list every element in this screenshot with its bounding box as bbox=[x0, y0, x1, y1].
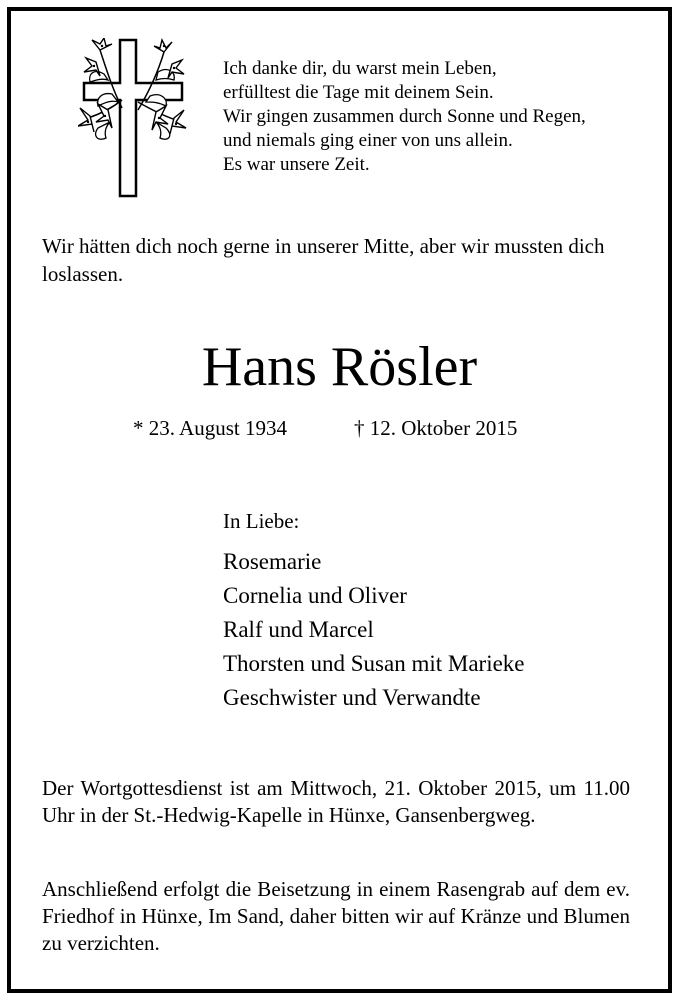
poem-line: und niemals ging einer von uns allein. bbox=[223, 130, 513, 151]
mourner-name: Geschwister und Verwandte bbox=[223, 685, 481, 710]
intro-text: Wir hätten dich noch gerne in unserer Mitte, aber wir mussten dich loslassen. bbox=[42, 234, 605, 286]
birth-date: * 23. August 1934 bbox=[133, 416, 288, 440]
poem-line: erfülltest die Tage mit deinem Sein. bbox=[223, 82, 494, 103]
poem-line: Es war unsere Zeit. bbox=[223, 154, 370, 175]
poem-line: Wir gingen zusammen durch Sonne und Regen, bbox=[223, 106, 586, 127]
deceased-name: Hans Rösler bbox=[201, 336, 478, 398]
mourner-name: Cornelia und Oliver bbox=[223, 583, 407, 608]
cross-with-lilies-icon bbox=[78, 38, 188, 198]
mourners-list bbox=[223, 545, 525, 715]
mourners-label: In Liebe: bbox=[223, 509, 300, 533]
poem bbox=[223, 57, 586, 177]
service-details: Der Wortgottesdienst ist am Mittwoch, 21. Oktober 2015, um 11.00 Uhr in der St.-Hedwig-Kapelle in Hünxe, Gansenbergweg. bbox=[42, 776, 630, 827]
mourner-name: Thorsten und Susan mit Marieke bbox=[223, 651, 525, 676]
mourner-name: Rosemarie bbox=[223, 549, 322, 574]
death-date: † 12. Oktober 2015 bbox=[354, 416, 518, 440]
poem-line: Ich danke dir, du warst mein Leben, bbox=[223, 58, 497, 79]
burial-details: Anschließend erfolgt die Beisetzung in einem Rasengrab auf dem ev. Friedhof in Hünxe, Im Sand, daher bitten wir auf Kränze und Blumen zu verzichten. bbox=[42, 877, 630, 955]
mourner-name: Ralf und Marcel bbox=[223, 617, 374, 642]
